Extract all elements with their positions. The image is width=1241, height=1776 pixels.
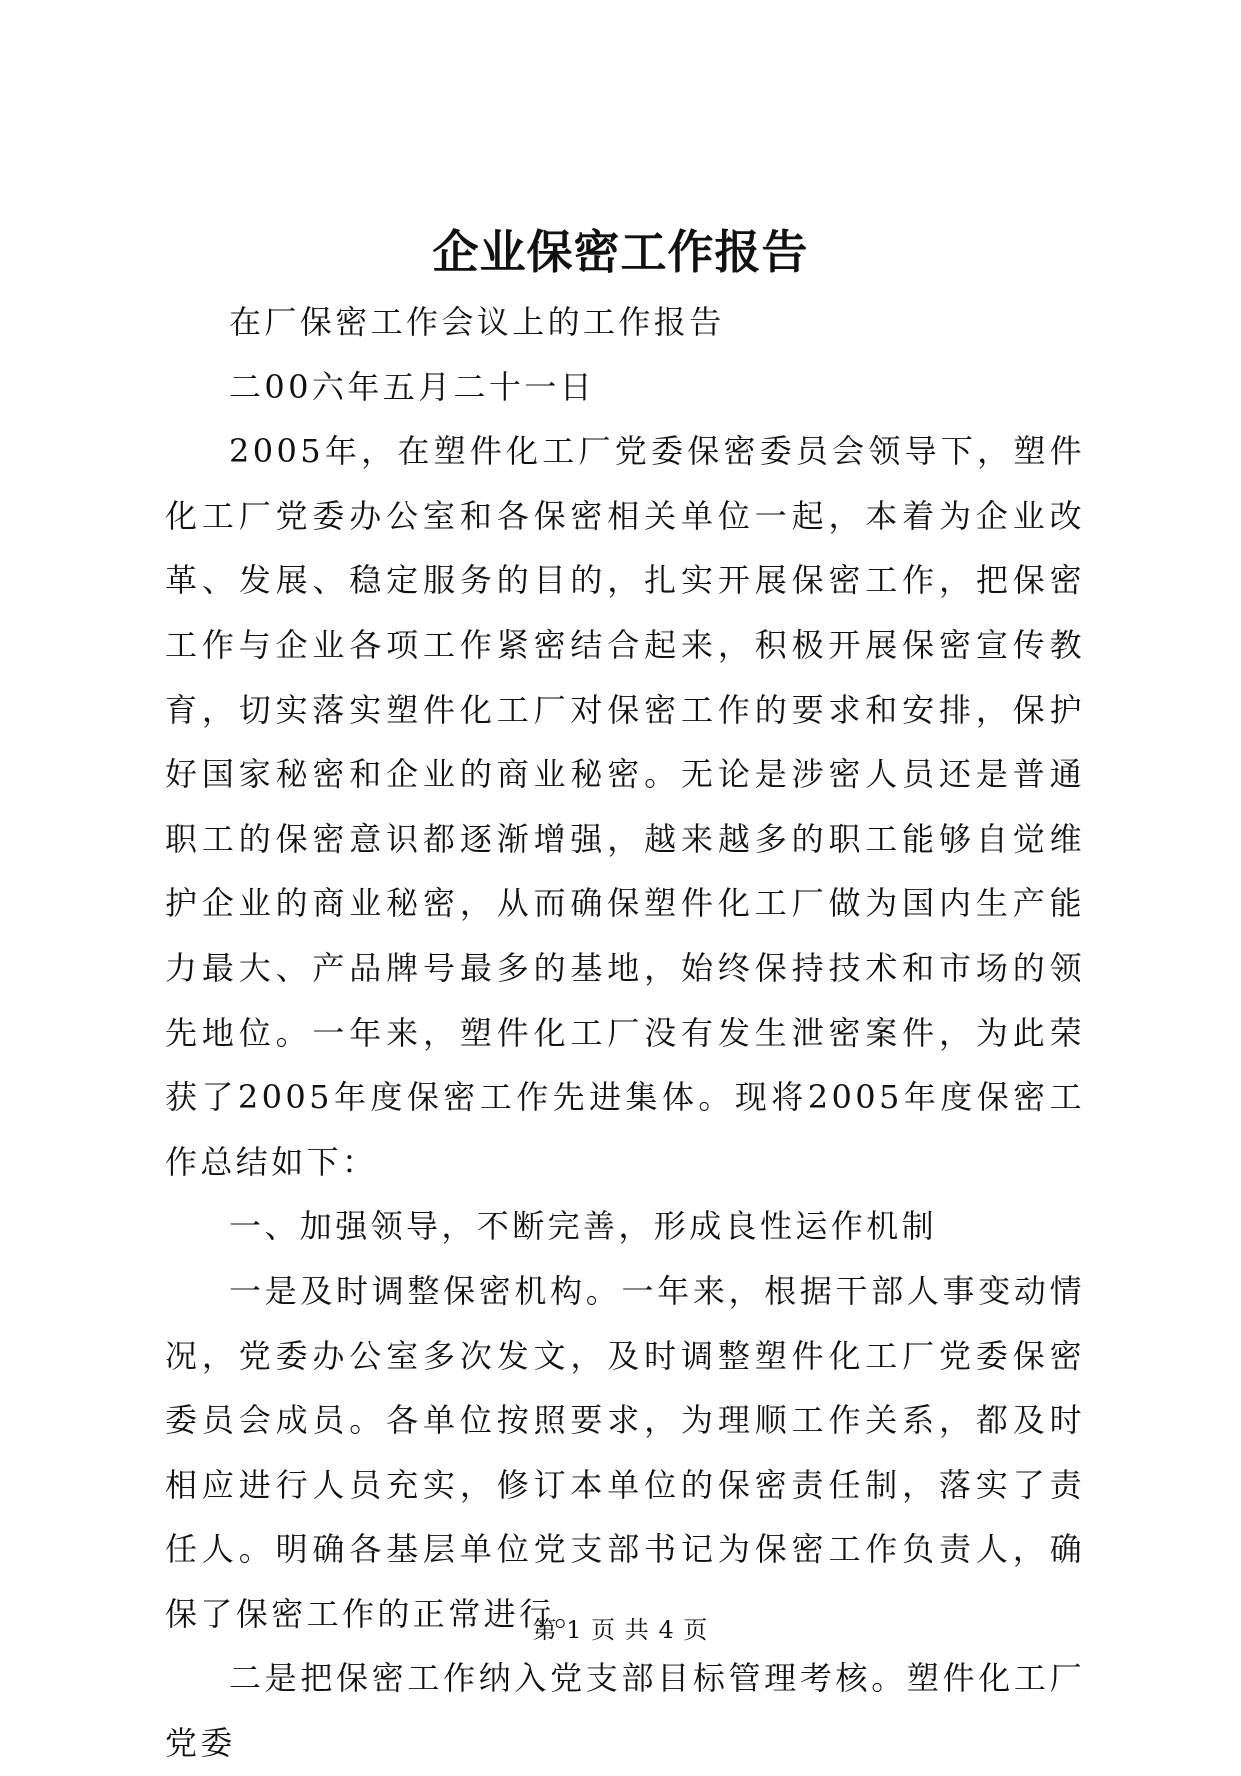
intro-paragraph: 2005年，在塑件化工厂党委保密委员会领导下，塑件化工厂党委办公室和各保密相关单位一起，本着为企业改革、发展、稳定服务的目的，扎实开展保密工作，把保密工作与企业各项工作紧密结合起来，积极开展保密宣传教育，切实落实塑件化工厂对保密工作的要求和安排，保护好国家秘密和企业的商业秘密。无论是涉密人员还是普通职工的保密意识都逐渐增强，越来越多的职工能够自觉维护企业的商业秘密，从而确保塑件化工厂做为国内生产能力最大、产品牌号最多的基地，始终保持技术和市场的领先地位。一年来，塑件化工厂没有发生泄密案件，为此荣获了2005年度保密工作先进集体。现将2005年度保密工作总结如下：	[165, 432, 1085, 1181]
document-title: 企业保密工作报告	[432, 225, 809, 279]
body-paragraph: 一是及时调整保密机构。一年来，根据干部人事变动情况，党委办公室多次发文，及时调整塑件化工厂党委保密委员会成员。各单位按照要求，为理顺工作关系，都及时相应进行人员充实，修订本单位的保密责任制，落实了责任人。明确各基层单位党支部书记为保密工作负责人，确保了保密工作的正常进行。	[165, 1271, 1085, 1633]
section-heading: 一、加强领导，不断完善，形成良性运作机制	[229, 1207, 938, 1246]
date-paragraph: 二00六年五月二十一日	[229, 367, 596, 406]
subtitle-paragraph: 在厂保密工作会议上的工作报告	[229, 303, 725, 341]
page-footer: 第 1 页 共 4 页	[532, 1616, 709, 1644]
document-body	[165, 290, 1085, 1776]
body-paragraph: 二是把保密工作纳入党支部目标管理考核。塑件化工厂党委	[165, 1659, 1085, 1763]
